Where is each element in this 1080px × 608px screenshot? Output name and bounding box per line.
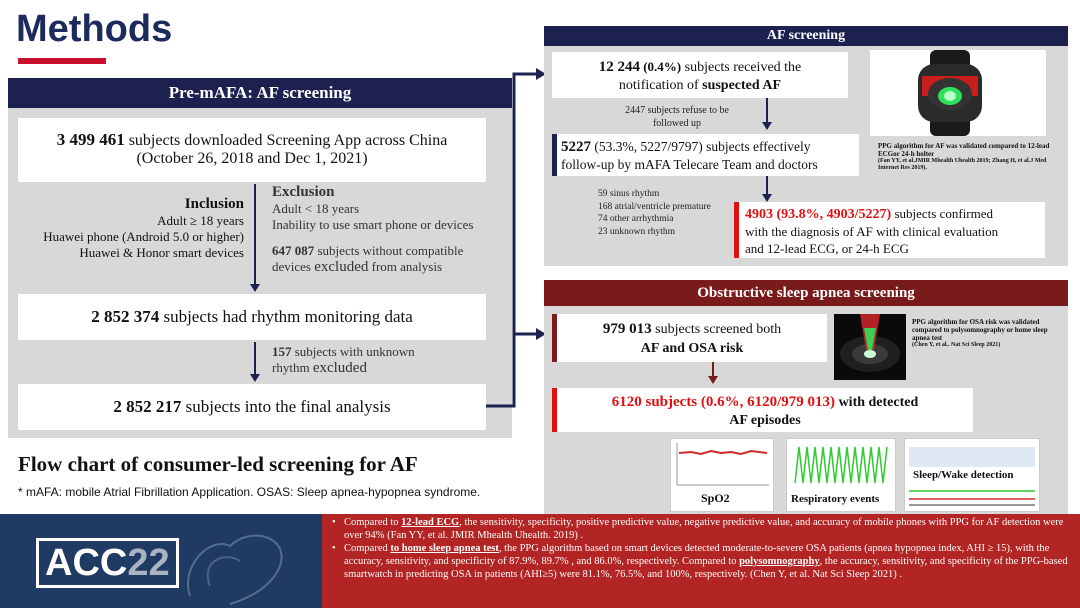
af-ppg-note-ref: (Fan YY, et al.JMIR Mhealth Uhealth 2019; Zhang H, et al.J Med Internet Res 2019). (878, 158, 1047, 171)
unknown-excluded-word: excluded (312, 360, 367, 376)
footer-bullets (332, 516, 1072, 581)
notified-text: subjects received the (681, 60, 802, 75)
spo2-label: SpO2 (701, 491, 730, 505)
osa-ppg-note-title: PPG algorithm for OSA risk was validated compared to polysomnography or home sleep apnea test (912, 318, 1048, 342)
osa-flow-arrowhead (708, 376, 718, 384)
detected-text: with detected (835, 395, 919, 410)
screened-count: 979 013 (602, 321, 652, 337)
bullet-underlined: polysomnography (739, 556, 820, 567)
rhythm-item: 74 other arrhythmia (598, 214, 674, 224)
detected-text: AF episodes (729, 413, 801, 428)
exclusion-item: Adult < 18 years (272, 201, 360, 216)
connector-svg (484, 64, 548, 414)
acc-logo (36, 538, 179, 588)
bullet-text: Compared (344, 543, 391, 554)
sensor-image (834, 314, 906, 380)
rhythm-item: 168 atrial/ventricle premature (598, 201, 711, 212)
sleep-label: Sleep/Wake detection (913, 469, 1014, 481)
suspected-af: suspected AF (702, 78, 782, 93)
respiratory-thumbnail (786, 438, 896, 512)
bullet-underlined: to home sleep apnea test (390, 543, 499, 554)
inclusion-item: Huawei & Honor smart devices (79, 245, 244, 260)
detected-count: 6120 subjects (0.6%, 6120/979 013) (611, 394, 836, 410)
page-title: Methods (16, 8, 173, 50)
af-ppg-note-title: PPG algorithm for AF was validated compared to 12-lead ECGor 24-h holter (878, 142, 1050, 158)
osa-ppg-note (912, 318, 1062, 349)
connector-af (486, 74, 536, 406)
bullet-underlined: 12-lead ECG (401, 517, 460, 528)
final-count: 2 852 217 (113, 397, 182, 416)
rhythm-list (598, 188, 711, 238)
respiratory-label: Respiratory events (791, 493, 880, 505)
followup-text: (53.3%, 5227/9797) subjects effectively (591, 139, 811, 154)
unknown-text: rhythm (272, 360, 313, 375)
download-box (18, 118, 486, 182)
unknown-count: 157 (272, 344, 292, 359)
rhythm-text: subjects had rhythm monitoring data (159, 307, 413, 326)
download-text: subjects downloaded Screening App across China (124, 132, 448, 149)
title-underline (18, 58, 106, 64)
inclusion-block (18, 196, 244, 261)
followup-box (557, 134, 859, 176)
exclusion-item: Inability to use smart phone or devices (272, 217, 474, 232)
rhythm-count: 2 852 374 (91, 307, 160, 326)
excluded-text: subjects without compatible (314, 243, 464, 258)
excluded-text: from analysis (368, 259, 443, 274)
confirmed-box (739, 202, 1045, 258)
bullet-dot: • (332, 543, 336, 554)
smartwatch-icon (870, 50, 1046, 136)
excluded-word: excluded (314, 259, 369, 275)
respiratory-chart-icon (787, 439, 895, 491)
rhythm-box (18, 294, 486, 340)
download-count: 3 499 461 (56, 130, 125, 149)
flow-arrowhead (762, 122, 772, 130)
screened-text: AF and OSA risk (640, 341, 744, 356)
excluded-text: devices (272, 259, 315, 274)
osa-ppg-note-ref: (Chen Y, et al.. Nat Sci Sleep 2021) (912, 342, 1001, 348)
bullet-text: , the sensitivity, specificity, positive predictive value, negative predictive value, and accuracy of mobile phones with PPG for AF detection were over 94% (Fan YY, et al. JMIR Mhealth Uhealth. 2019) . (344, 517, 1064, 541)
screened-box (557, 314, 827, 362)
download-dates: (October 26, 2018 and Dec 1, 2021) (136, 150, 368, 167)
confirmed-text: with the diagnosis of AF with clinical evaluation (745, 224, 999, 239)
inclusion-item: Adult ≥ 18 years (157, 213, 244, 228)
detected-box (557, 388, 973, 432)
flow-line (766, 176, 768, 194)
bullet-text: , the PPG algorithm based on smart devices detected moderate-to-severe OSA patients (apnea hypopnea index, AHI ≥ 15), with the accuracy, sensitivity, and specificity of 87.9%, 89.7% , and 86.0%, respectively. Compared to (344, 543, 1050, 567)
flow-arrowhead (250, 374, 260, 382)
flow-line (254, 184, 256, 284)
flow-line (766, 98, 768, 122)
flow-line (254, 342, 256, 374)
sleep-thumbnail (904, 438, 1040, 512)
acc-logo-number: 22 (127, 542, 170, 584)
footer-bullet (332, 542, 1072, 581)
notified-pct: (0.4%) (639, 59, 682, 74)
screened-text: subjects screened both (651, 322, 782, 337)
osa-panel-title: Obstructive sleep apnea screening (544, 280, 1068, 306)
acc-logo-text: ACC (45, 542, 128, 584)
caption-title: Flow chart of consumer-led screening for AF (18, 452, 418, 476)
exclusion-block (272, 184, 502, 276)
rhythm-item: 59 sinus rhythm (598, 189, 660, 199)
bullet-dot: • (332, 517, 336, 528)
bullet-text: Compared to (344, 517, 402, 528)
af-panel-title: AF screening (544, 26, 1068, 46)
caption-footnote: * mAFA: mobile Atrial Fibrillation Application. OSAS: Sleep apnea-hypopnea syndrome. (18, 485, 481, 499)
confirmed-count: 4903 (93.8%, 4903/5227) (745, 207, 892, 222)
af-ppg-note (878, 142, 1054, 172)
flow-arrowhead (762, 194, 772, 202)
unknown-block (272, 344, 472, 377)
spo2-thumbnail (670, 438, 774, 512)
unknown-text: subjects with unknown (291, 344, 415, 359)
spo2-chart-icon (671, 439, 773, 489)
bullet-text: , the accuracy, sensitivity, and specificity of the PPG-based smartwatch in predicting OSA in patients (AHI≥5) were 81.1%, 76.5%, and 100%, respectively. (Chen Y, et al. Nat Sci Sleep 2021) . (344, 556, 1068, 580)
confirmed-text: subjects confirmed (891, 206, 994, 221)
inclusion-title: Inclusion (184, 196, 244, 212)
inclusion-item: Huawei phone (Android 5.0 or higher) (43, 229, 244, 244)
refuse-text: 2447 subjects refuse to be followed up (625, 105, 729, 129)
followup-count: 5227 (561, 139, 591, 155)
final-text: subjects into the final analysis (181, 397, 391, 416)
footer-bullet (332, 516, 1072, 542)
confirmed-text: and 12-lead ECG, or 24-h ECG (745, 241, 909, 256)
notified-count: 12 244 (598, 59, 640, 75)
rhythm-item: 23 unknown rhythm (598, 226, 676, 237)
watch-image (870, 50, 1046, 136)
flow-arrowhead (250, 284, 260, 292)
notified-box (552, 52, 848, 98)
excluded-count: 647 087 (272, 243, 315, 258)
pre-mafa-panel-title: Pre-mAFA: AF screening (8, 78, 512, 108)
exclusion-title: Exclusion (272, 184, 335, 200)
followup-text: follow-up by mAFA Telecare Team and doctors (561, 157, 818, 172)
notified-text: notification of (618, 78, 703, 93)
heart-outline-icon (170, 516, 320, 606)
final-box (18, 384, 486, 430)
ppg-sensor-icon (834, 314, 906, 380)
